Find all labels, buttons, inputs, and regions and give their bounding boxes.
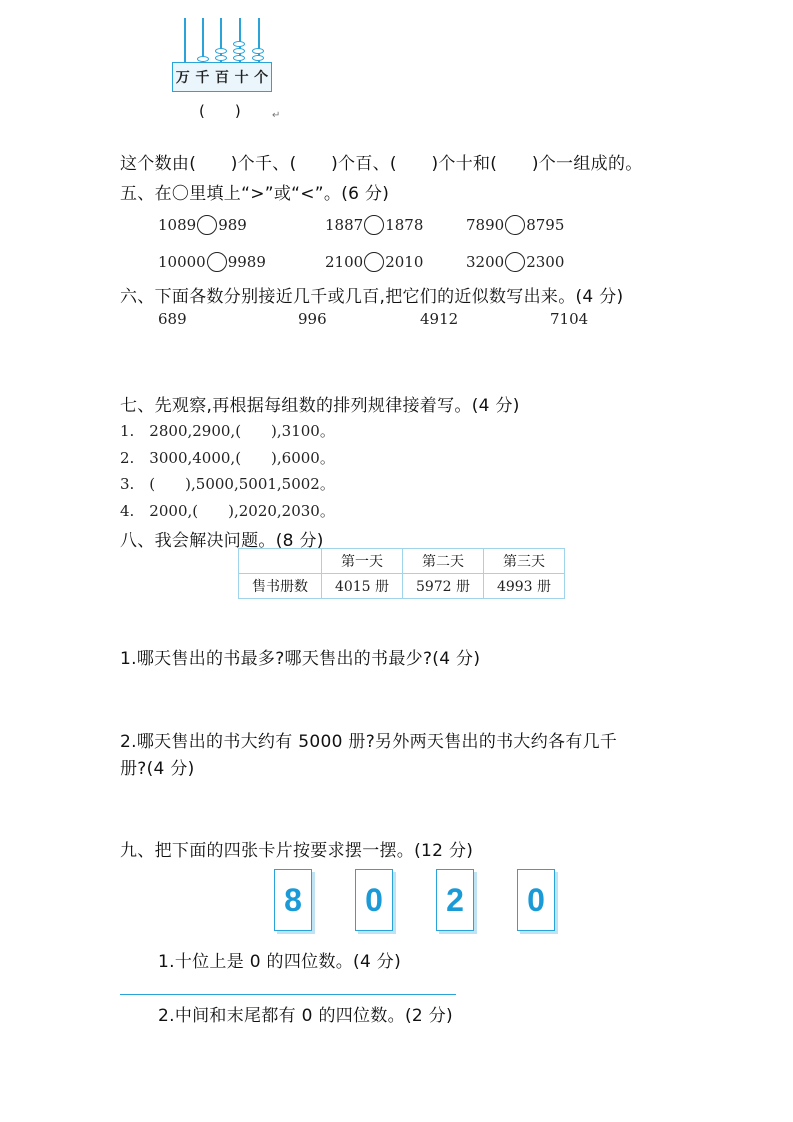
table-cell: 4015 册 <box>322 574 403 599</box>
compare-right: 989 <box>218 216 247 234</box>
table-cell: 4993 册 <box>484 574 565 599</box>
compare-circle[interactable] <box>505 215 525 235</box>
sequence-item: 3. ( ),5000,5001,5002。 <box>120 475 335 493</box>
section6-title: 六、下面各数分别接近几千或几百,把它们的近似数写出来。(4 分) <box>120 287 624 307</box>
section5-title: 五、在〇里填上“>”或“<”。(6 分) <box>120 184 390 204</box>
sales-question-1: 1.哪天售出的书最多?哪天售出的书最少?(4 分) <box>120 649 481 669</box>
table-cell: 5972 册 <box>403 574 484 599</box>
abacus-label-ge: 个 <box>254 70 269 86</box>
digit-card[interactable]: 2 <box>436 869 474 931</box>
compare-left: 7890 <box>466 216 505 234</box>
approx-number: 4912 <box>420 310 459 328</box>
compare-item <box>158 215 247 235</box>
digit-card[interactable]: 0 <box>517 869 555 931</box>
compare-left: 1887 <box>325 216 364 234</box>
compare-item <box>466 252 564 272</box>
section9-title: 九、把下面的四张卡片按要求摆一摆。(12 分) <box>120 841 474 861</box>
sales-table <box>238 548 565 599</box>
card-question-2: 2.中间和末尾都有 0 的四位数。(2 分) <box>158 1006 453 1026</box>
compare-item <box>158 252 266 272</box>
compare-circle[interactable] <box>505 252 525 272</box>
section8-title: 八、我会解决问题。(8 分) <box>120 531 324 551</box>
compare-left: 3200 <box>466 253 505 271</box>
table-header-cell: 第一天 <box>322 549 403 574</box>
compare-right: 2010 <box>385 253 424 271</box>
compare-right: 8795 <box>526 216 565 234</box>
compare-item <box>325 252 423 272</box>
compare-circle[interactable] <box>364 252 384 272</box>
section7-title: 七、先观察,再根据每组数的排列规律接着写。(4 分) <box>120 396 520 416</box>
abacus-label-shi: 十 <box>234 70 249 86</box>
compare-circle[interactable] <box>197 215 217 235</box>
compare-item <box>325 215 423 235</box>
compare-left: 2100 <box>325 253 364 271</box>
compare-left: 10000 <box>158 253 206 271</box>
compare-right: 2300 <box>526 253 565 271</box>
compare-item <box>466 215 564 235</box>
abacus-label-wan: 万 <box>175 70 190 86</box>
approx-number: 7104 <box>550 310 589 328</box>
sequence-item: 1. 2800,2900,( ),3100。 <box>120 422 335 440</box>
return-mark-icon: ↵ <box>272 110 281 121</box>
abacus-label-qian: 千 <box>195 70 210 86</box>
compare-circle[interactable] <box>364 215 384 235</box>
compare-left: 1089 <box>158 216 197 234</box>
card-question-1: 1.十位上是 0 的四位数。(4 分) <box>158 952 402 972</box>
abacus-label-bai: 百 <box>214 70 229 86</box>
sequence-item: 4. 2000,( ),2020,2030。 <box>120 502 335 520</box>
sales-question-2-line2: 册?(4 分) <box>120 759 195 779</box>
table-row-label: 售书册数 <box>239 574 322 599</box>
compare-right: 9989 <box>227 253 266 271</box>
compare-circle[interactable] <box>207 252 227 272</box>
composition-question: 这个数由( )个千、( )个百、( )个十和( )个一组成的。 <box>120 154 643 174</box>
sales-question-2-line1: 2.哪天售出的书大约有 5000 册?另外两天售出的书大约各有几千 <box>120 732 618 752</box>
table-header-row <box>239 549 565 574</box>
sequence-item: 2. 3000,4000,( ),6000。 <box>120 449 335 467</box>
table-header-cell: 第二天 <box>403 549 484 574</box>
digit-card[interactable]: 0 <box>355 869 393 931</box>
divider-line <box>120 994 456 995</box>
compare-right: 1878 <box>385 216 424 234</box>
digit-card[interactable]: 8 <box>274 869 312 931</box>
abacus-answer-blank[interactable]: ( ) <box>199 102 241 120</box>
approx-number: 996 <box>298 310 327 328</box>
approx-number: 689 <box>158 310 187 328</box>
table-row <box>239 574 565 599</box>
table-header-cell <box>239 549 322 574</box>
abacus-place-labels <box>172 62 272 92</box>
table-header-cell: 第三天 <box>484 549 565 574</box>
